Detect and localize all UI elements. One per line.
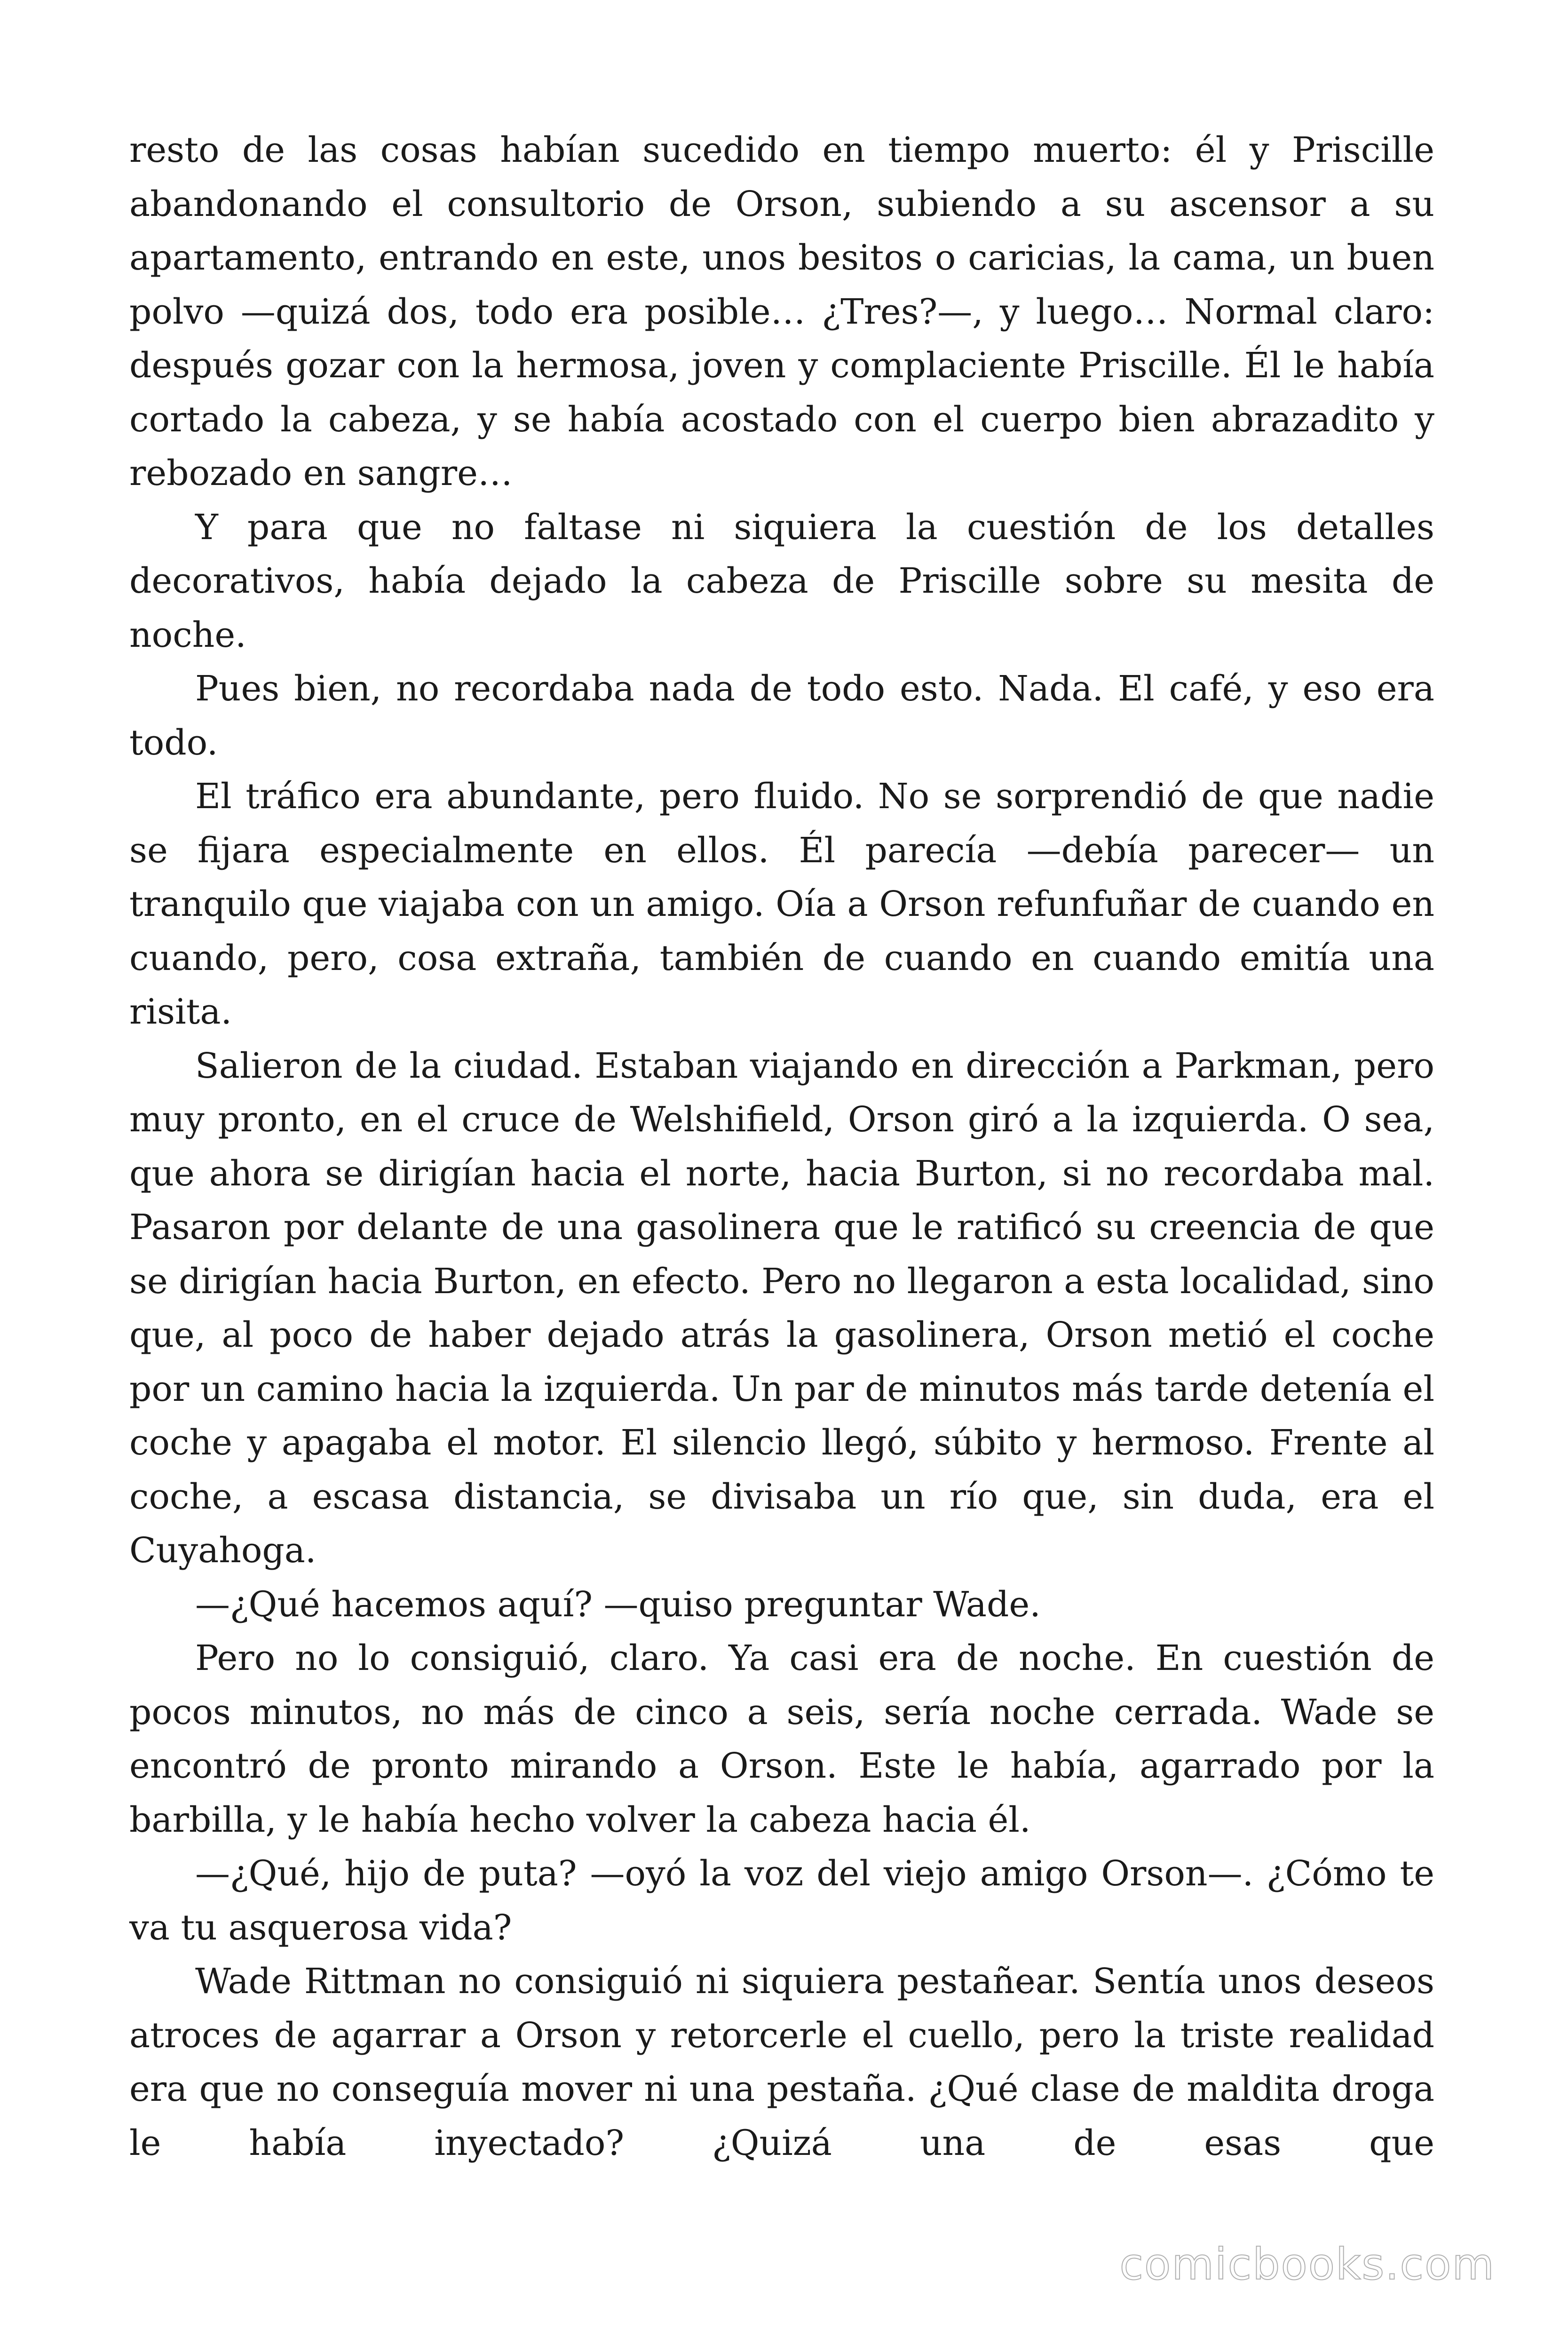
paragraph-5: Salieron de la ciudad. Estaban viajando en dirección a Parkman, pero muy pronto, en el cruce de Welshifield, Orson giró a la izquierda. O sea, que ahora se dirigían hacia el norte, hacia Burton, si no recordaba mal. Pasaron por delante de una gasolinera que le ratificó su creencia de que se dirigían hacia Burton, en efecto. Pero no llegaron a esta localidad, sino que, al poco de haber dejado atrás la gasolinera, Orson metió el coche por un camino hacia la izquierda. Un par de minutos más tarde detenía el coche y apagaba el motor. El silencio llegó, súbito y hermoso. Frente al coche, a escasa distancia, se divisaba un río que, sin duda, era el Cuyahoga. [129, 1045, 1434, 1571]
paragraph-4: El tráfico era abundante, pero fluido. No se sorprendió de que nadie se fijara especialmente en ellos. Él parecía —debía parecer— un tranquilo que viajaba con un amigo. Oía a Orson refunfuñar de cuando en cuando, pero, cosa extraña, también de cuando en cuando emitía una risita. [129, 776, 1434, 1032]
book-page-text [129, 123, 1434, 2170]
paragraph-8: —¿Qué, hijo de puta? —oyó la voz del viejo amigo Orson—. ¿Cómo te va tu asquerosa vida? [129, 1853, 1434, 1948]
paragraph-7: Pero no lo consiguió, claro. Ya casi era de noche. En cuestión de pocos minutos, no más de cinco a seis, sería noche cerrada. Wade se encontró de pronto mirando a Orson. Este le había, agarrado por la barbilla, y le había hecho volver la cabeza hacia él. [129, 1638, 1434, 1840]
watermark-text: comicbooks.com [1119, 2239, 1495, 2289]
paragraph-2: Y para que no faltase ni siquiera la cuestión de los detalles decorativos, había dejado la cabeza de Priscille sobre su mesita de noche. [129, 507, 1434, 655]
paragraph-9: Wade Rittman no consiguió ni siquiera pestañear. Sentía unos deseos atroces de agarrar a Orson y retorcerle el cuello, pero la triste realidad era que no conseguía mover ni una pestaña. ¿Qué clase de maldita droga le había inyectado? ¿Quizá una de esas que [129, 1961, 1434, 2163]
paragraph-3: Pues bien, no recordaba nada de todo esto. Nada. El café, y eso era todo. [129, 668, 1434, 763]
paragraph-1: resto de las cosas habían sucedido en tiempo muerto: él y Priscille abandonando el consultorio de Orson, subiendo a su ascensor a su apartamento, entrando en este, unos besitos o caricias, la cama, un buen polvo —quizá dos, todo era posible… ¿Tres?—, y luego… Normal claro: después gozar con la hermosa, joven y complaciente Priscille. Él le había cortado la cabeza, y se había acostado con el cuerpo bien abrazadito y rebozado en sangre… [129, 130, 1434, 493]
paragraph-6: —¿Qué hacemos aquí? —quiso preguntar Wade. [195, 1584, 1041, 1625]
